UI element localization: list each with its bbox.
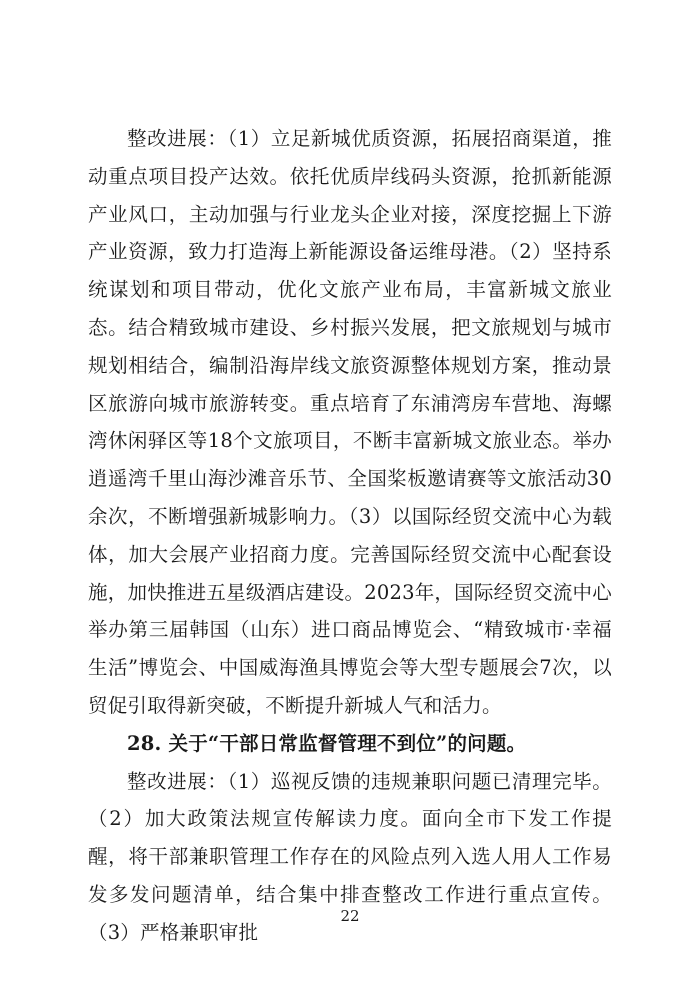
paragraph-progress-new-city: 整改进展：（1）立足新城优质资源，拓展招商渠道，推动重点项目投产达效。依托优质岸线码头资源，抢抓新能源产业风口，主动加强与行业龙头企业对接，深度挖掘上下游产业资源，致力打造海上新能源设备运维母港。（2）坚持系统谋划和项目带动，优化文旅产业布局，丰富新城文旅业态。结合精致城市建设、乡村振兴发展，把文旅规划与城市规划相结合，编制沿海岸线文旅资源整体规划方案，推动景区旅游向城市旅游转变。重点培育了东浦湾房车营地、海螺湾休闲驿区等18个文旅项目，不断丰富新城文旅业态。举办逍遥湾千里山海沙滩音乐节、全国桨板邀请赛等文旅活动30余次，不断增强新城影响力。（3）以国际经贸交流中心为载体，加大会展产业招商力度。完善国际经贸交流中心配套设施，加快推进五星级酒店建设。2023年，国际经贸交流中心举办第三届韩国（山东）进口商品博览会、“精致城市·幸福生活”博览会、中国威海渔具博览会等大型专题展会7次，以贸促引取得新突破，不断提升新城人气和活力。 xyxy=(88,127,612,717)
section-heading-28: 28. 关于“干部日常监督管理不到位”的问题。 xyxy=(127,731,527,755)
paragraph-progress-cadre-supervision: 整改进展：（1）巡视反馈的违规兼职问题已清理完毕。（2）加大政策法规宣传解读力度。面向全市下发工作提醒，将干部兼职管理工作存在的风险点列入选人用人工作易发多发问题清单，结合集中排查整改工作进行重点宣传。（3）严格兼职审批 xyxy=(88,769,612,944)
document-body xyxy=(88,120,612,952)
page-number: 22 xyxy=(340,907,360,925)
